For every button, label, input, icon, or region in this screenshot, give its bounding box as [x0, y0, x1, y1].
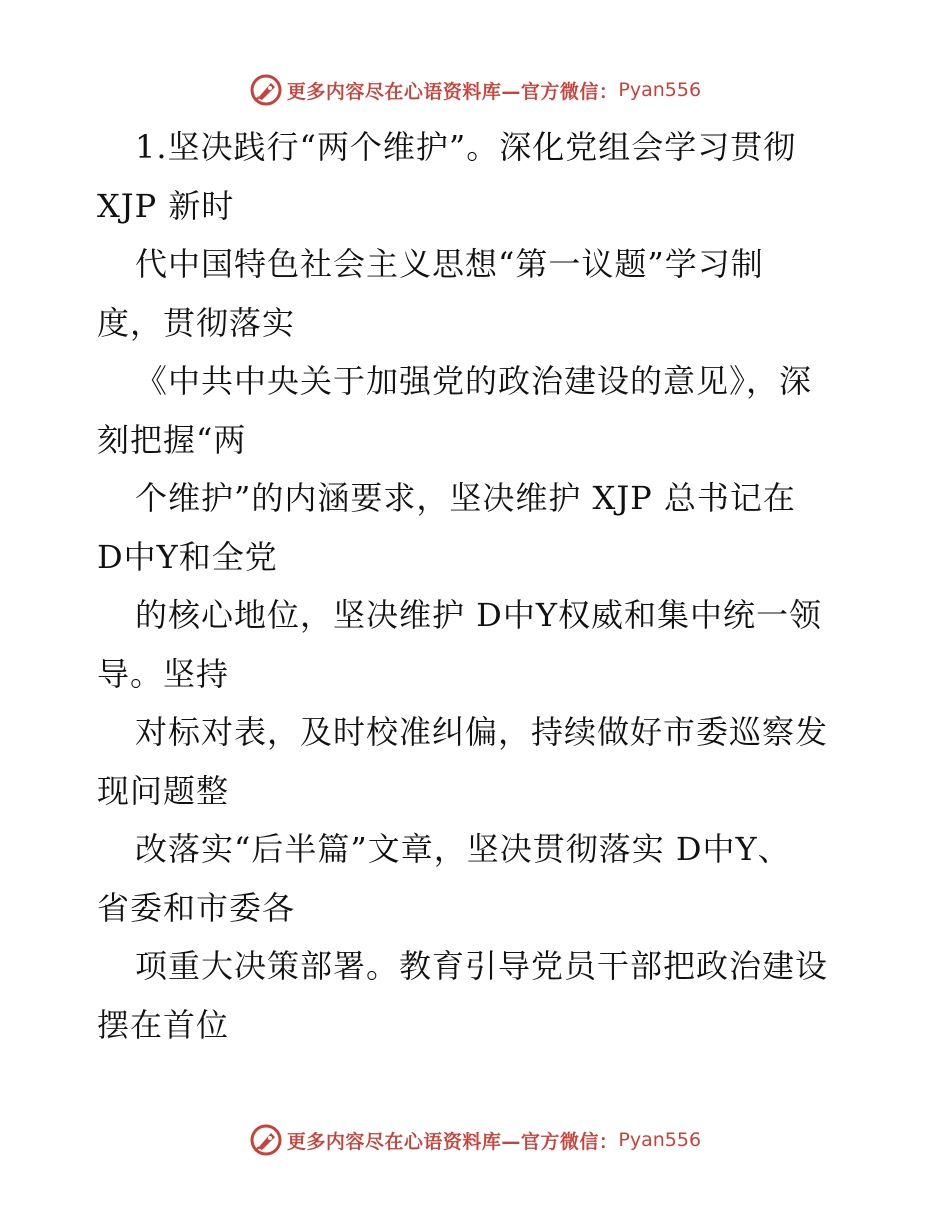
- body-line: D中Y和全党: [97, 537, 278, 576]
- body-line: 省委和市委各: [97, 888, 296, 927]
- header-banner: [0, 70, 950, 110]
- body-line: 导。坚持: [97, 654, 230, 693]
- body-line: 度，贯彻落实: [97, 303, 296, 342]
- footer-banner: [0, 1120, 950, 1160]
- body-line: 《中共中央关于加强党的政治建设的意见》，深: [135, 362, 813, 400]
- body-line: 的核心地位，坚决维护 D中Y权威和集中统一领: [135, 596, 822, 634]
- body-line: 对标对表，及时校准纠偏，持续做好市委巡察发: [135, 713, 829, 751]
- body-line: 现问题整: [97, 771, 230, 810]
- body-line: 改落实“后半篇”文章，坚决贯彻落实 D中Y、: [135, 830, 791, 868]
- banner-text: 更多内容尽在心语资料库—官方微信：: [286, 1130, 619, 1153]
- body-line: 项重大决策部署。教育引导党员干部把政治建设: [135, 947, 829, 985]
- wechat-id: Pyan556: [618, 79, 702, 101]
- banner-text: 更多内容尽在心语资料库—官方微信：: [286, 80, 619, 103]
- pen-nib-logo-icon: [249, 1123, 283, 1157]
- document-body: [97, 118, 857, 1054]
- body-line: 个维护”的内涵要求，坚决维护 XJP 总书记在: [135, 479, 796, 517]
- body-line: 1.坚决践行“两个维护”。深化党组会学习贯彻: [135, 128, 797, 166]
- body-line: 刻把握“两: [97, 420, 247, 459]
- pen-nib-logo-icon: [249, 73, 283, 107]
- body-line: XJP 新时: [97, 186, 235, 225]
- body-line: 代中国特色社会主义思想“第一议题”学习制: [135, 245, 764, 283]
- body-line: 摆在首位: [97, 1005, 230, 1044]
- wechat-id: Pyan556: [618, 1129, 702, 1151]
